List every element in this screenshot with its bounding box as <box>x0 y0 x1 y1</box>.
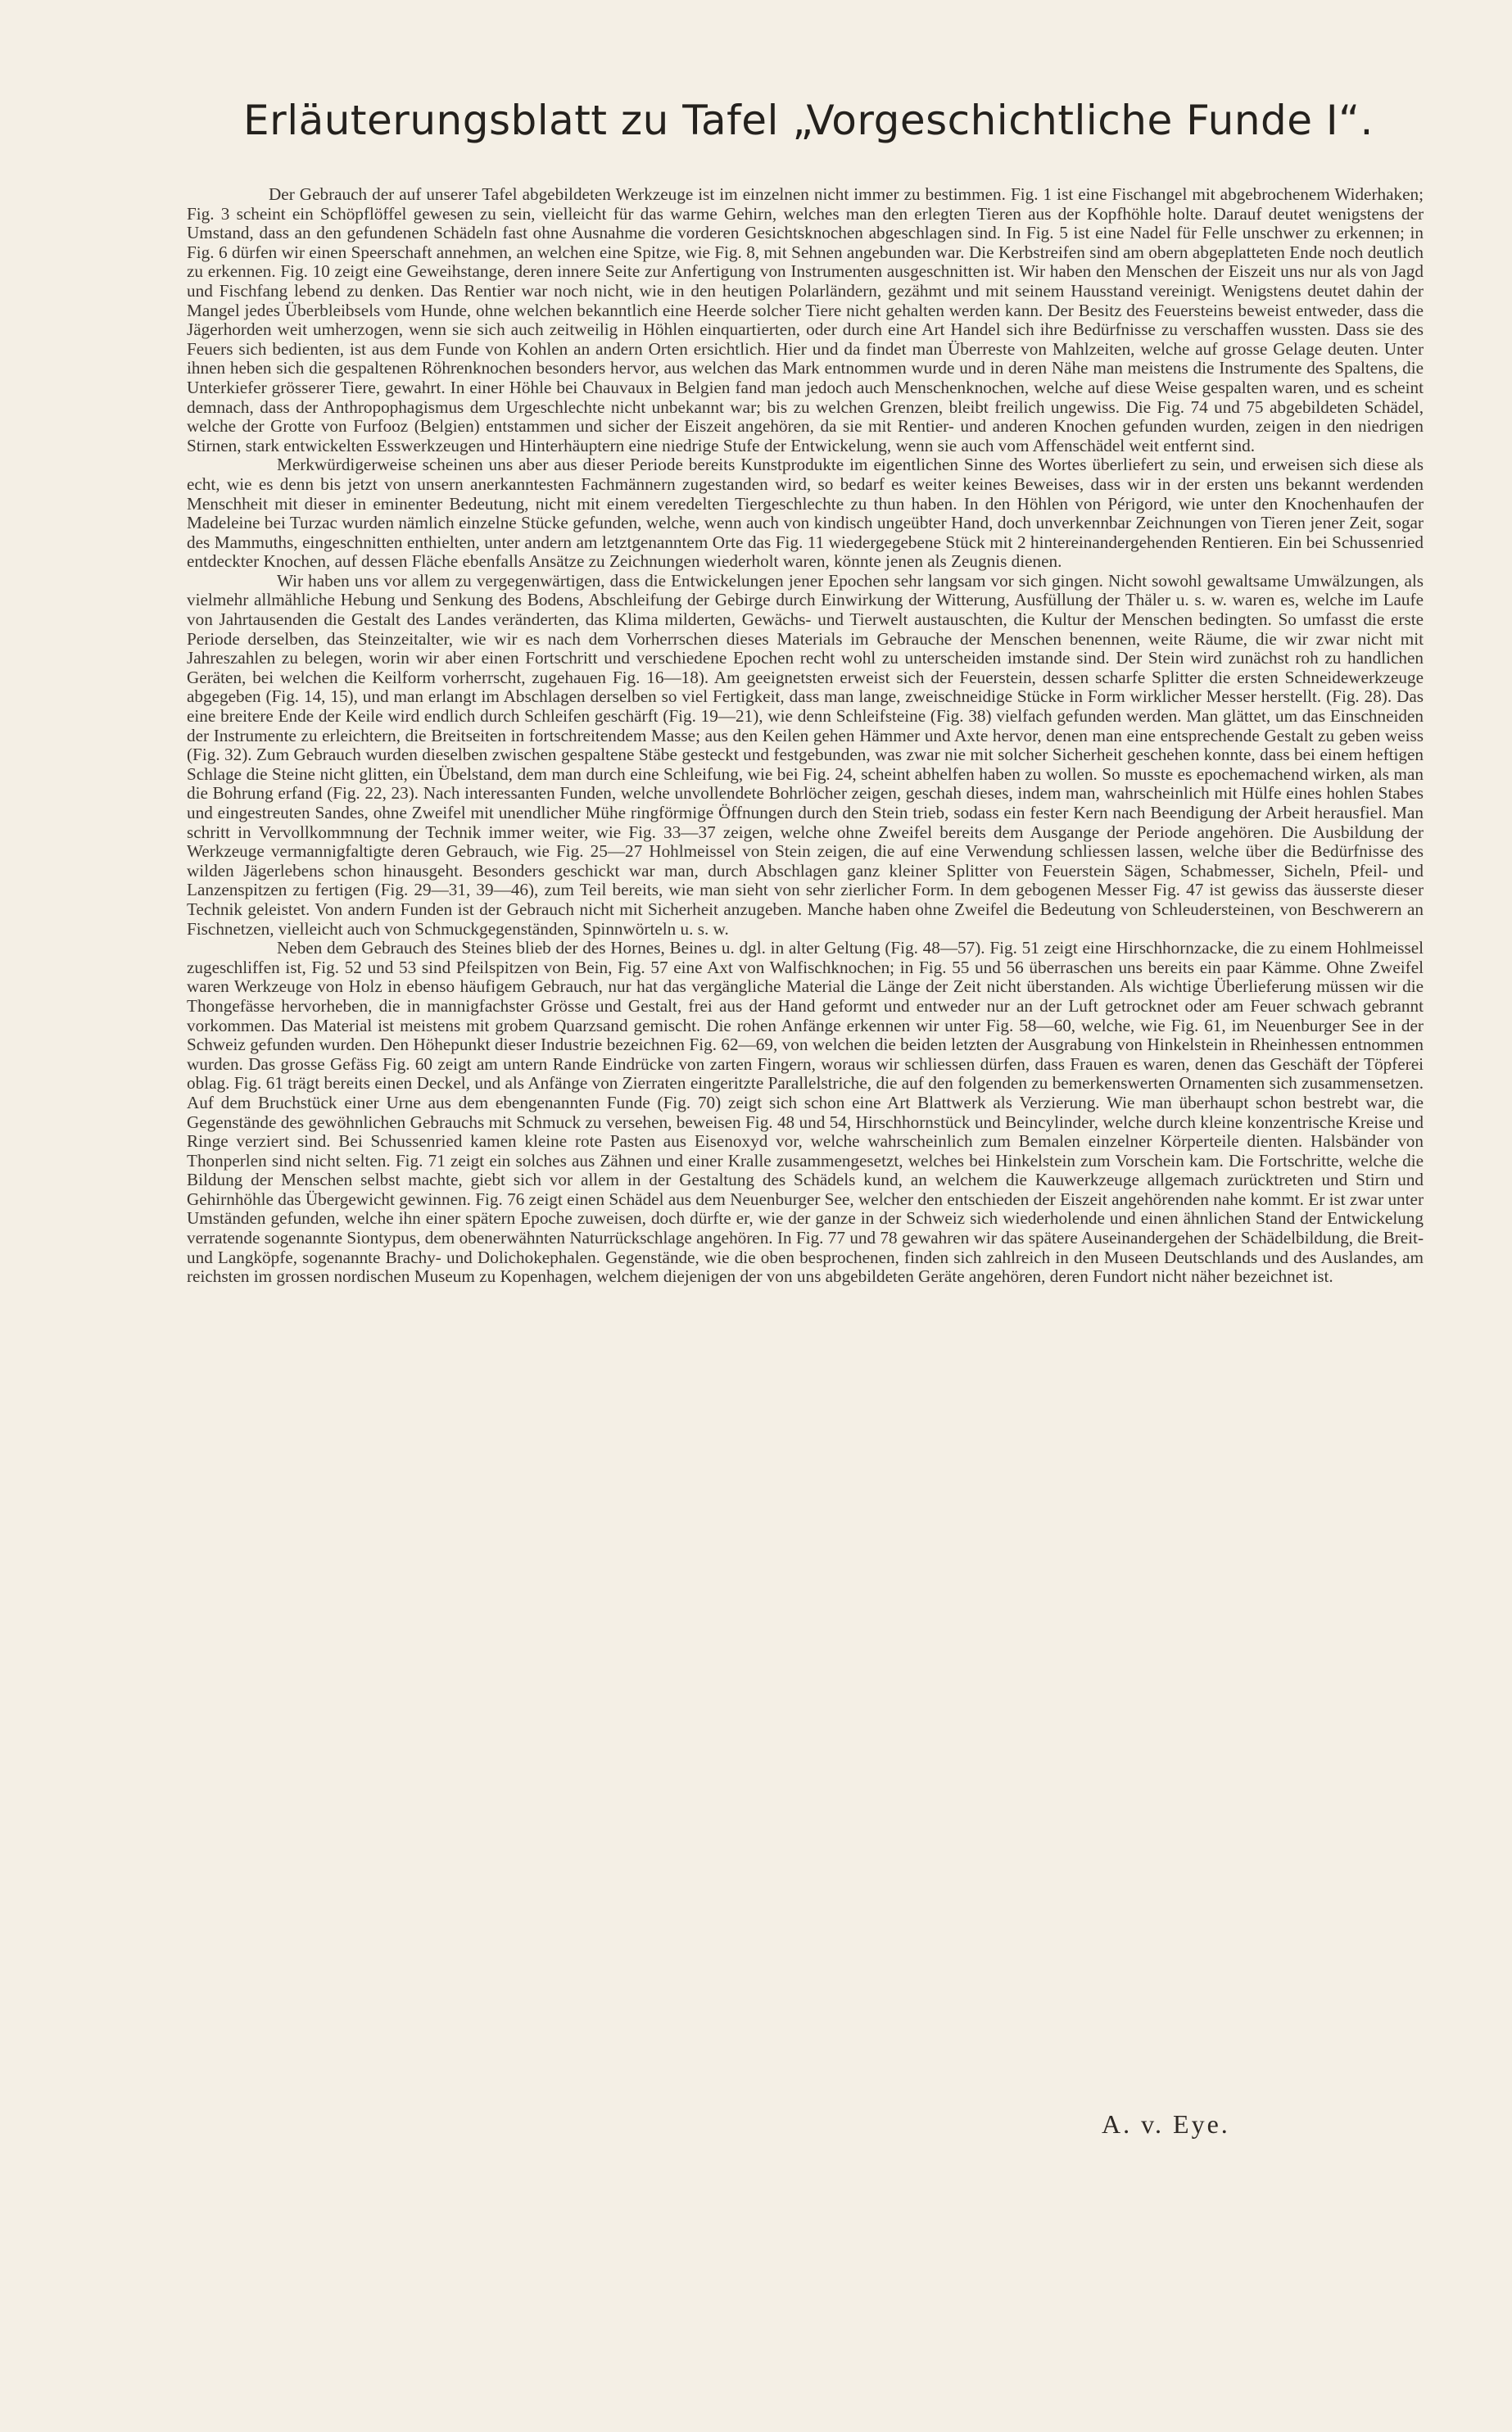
body-text <box>187 185 1424 1287</box>
paragraph-3: Wir haben uns vor allem zu vergegenwärtigen, dass die Entwickelungen jener Epochen sehr langsam vor sich gingen. Nicht sowohl gewaltsame Umwälzungen, als vielmehr allmähliche Hebung und Senkung des Bodens, Abschleifung der Gebirge durch Einwirkung der Witterung, Ausfüllung der Thäler u. s. w. waren es, welche im Laufe von Jahrtausenden die Gestalt des Landes veränderten, das Klima milderten, Gewächs- und Tierwelt austauschten, die Kultur der Menschen bedingten. So umfasst die erste Periode derselben, das Steinzeitalter, wie wir es nach dem Vorherrschen dieses Materials im Gebrauche der Menschen benennen, weite Räume, die wir zwar nicht mit Jahreszahlen zu belegen, worin wir aber einen Fortschritt und verschiedene Epochen recht wohl zu unterscheiden imstande sind. Der Stein wird zunächst roh zu handlichen Geräten, bei welchen die Keilform vorherrscht, zugehauen Fig. 16—18). Am geeignetsten erweist sich der Feuerstein, dessen scharfe Splitter die ersten Schneidewerkzeuge abgegeben (Fig. 14, 15), und man erlangt im Abschlagen derselben so viel Fertigkeit, dass man lange, zweischneidige Stücke in Form wirklicher Messer herstellt. (Fig. 28). Das eine breitere Ende der Keile wird endlich durch Schleifen geschärft (Fig. 19—21), wie denn Schleifsteine (Fig. 38) vielfach gefunden werden. Man glättet, um das Einschneiden der Instrumente zu erleichtern, die Breitseiten in fortschreitendem Masse; aus den Keilen gehen Hämmer und Axte hervor, denen man eine entsprechende Gestalt zu geben weiss (Fig. 32). Zum Gebrauch wurden dieselben zwischen gespaltene Stäbe gesteckt und festgebunden, was zwar nie mit solcher Sicherheit geschehen konnte, dass bei einem heftigen Schlage die Steine nicht glitten, ein Übelstand, dem man durch eine Schleifung, wie bei Fig. 24, scheint abhelfen haben zu wollen. So musste es epochemachend wirken, als man die Bohrung erfand (Fig. 22, 23). Nach interessanten Funden, welche unvollendete Bohrlöcher zeigen, geschah dieses, indem man, wahrscheinlich mit Hülfe eines hohlen Stabes und eingestreuten Sandes, ohne Zweifel mit unendlicher Mühe ringförmige Öffnungen durch den Stein trieb, sodass ein fester Kern nach Beendigung der Arbeit herausfiel. Man schritt in Vervollkommnung der Technik immer weiter, wie Fig. 33—37 zeigen, welche ohne Zweifel bereits dem Ausgange der Periode angehören. Die Ausbildung der Werkzeuge vermannigfaltigte deren Gebrauch, wie Fig. 25—27 Hohlmeissel von Stein zeigen, die auf eine Verwendung schliessen lassen, welche über die Bedürfnisse des wilden Jägerlebens schon hinausgeht. Besonders geschickt war man, durch Abschlagen ganz kleiner Splitter von Feuerstein Sägen, Schabmesser, Sicheln, Pfeil- und Lanzenspitzen zu fertigen (Fig. 29—31, 39—46), zum Teil bereits, wie man sieht von sehr zierlicher Form. In dem gebogenen Messer Fig. 47 ist gewiss das äusserste dieser Technik geleistet. Von andern Funden ist der Gebrauch nicht mit Sicherheit anzugeben. Manche haben ohne Zweifel die Bedeutung von Schleudersteinen, von Beschwerern an Fischnetzen, vielleicht auch von Schmuckgegenständen, Spinnwörteln u. s. w. <box>187 570 1424 939</box>
paragraph-4: Neben dem Gebrauch des Steines blieb der des Hornes, Beines u. dgl. in alter Geltung (Fig. 48—57). Fig. 51 zeigt eine Hirschhornzacke, die zu einem Hohlmeissel zugeschliffen ist, Fig. 52 und 53 sind Pfeilspitzen von Bein, Fig. 57 eine Axt von Walfischknochen; in Fig. 55 und 56 überraschen uns bereits ein paar Kämme. Ohne Zweifel waren Werkzeuge von Holz in ebenso häufigem Gebrauch, nur hat das vergängliche Material die Länge der Zeit nicht überstanden. Als wichtige Überlieferung müssen wir die Thongefässe hervorheben, die in mannigfachster Grösse und Gestalt, frei aus der Hand geformt und entweder nur an der Luft getrocknet oder am Feuer schwach gebrannt vorkommen. Das Material ist meistens mit grobem Quarzsand gemischt. Die rohen Anfänge erkennen wir unter Fig. 58—60, welche, wie Fig. 61, im Neuenburger See in der Schweiz gefunden wurden. Den Höhepunkt dieser Industrie bezeichnen Fig. 62—69, von welchen die beiden letzten der Ausgrabung von Hinkelstein in Rheinhessen entnommen wurden. Das grosse Gefäss Fig. 60 zeigt am untern Rande Eindrücke von zarten Fingern, woraus wir schliessen dürfen, dass Frauen es waren, denen das Geschäft der Töpferei oblag. Fig. 61 trägt bereits einen Deckel, und als Anfänge von Zierraten eingeritzte Parallelstriche, die auf den folgenden zu bemerkenswerten Ornamenten sich zusammensetzen. Auf dem Bruchstück einer Urne aus dem ebengenannten Funde (Fig. 70) zeigt sich schon eine Art Blattwerk als Verzierung. Wie man überhaupt schon bestrebt war, die Gegenstände des gewöhnlichen Gebrauchs mit Schmuck zu versehen, beweisen Fig. 48 und 54, Hirschhornstück und Beincylinder, welche durch kleine konzentrische Kreise und Ringe verziert sind. Bei Schussenried kamen kleine rote Pasten aus Eisenoxyd vor, welche wahrscheinlich zum Bemalen einzelner Körperteile dienten. Halsbänder von Thonperlen sind nicht selten. Fig. 71 zeigt ein solches aus Zähnen und einer Kralle zusammengesetzt, welches bei Hinkelstein zum Vorschein kam. Die Fortschritte, welche die Bildung der Menschen selbst machte, giebt sich vor allem in der Gestaltung des Schädels kund, an welchem die Kauwerkzeuge allgemach zurücktreten und Stirn und Gehirnhöhle das Übergewicht gewinnen. Fig. 76 zeigt einen Schädel aus dem Neuenburger See, welcher den entschieden der Eiszeit angehörenden nahe kommt. Er ist zwar unter Umständen gefunden, welche ihn einer spätern Epoche zuweisen, doch dürfte er, wie der ganze in der Schweiz sich wiederholende und einen ähnlichen Stand der Entwickelung verratende sogenannte Siontypus, dem obenerwähnten Naturrückschlage angehören. In Fig. 77 und 78 gewahren wir das spätere Auseinandergehen der Schädelbildung, die Breit- und Langköpfe, sogenannte Brachy- und Dolichokephalen. Gegenstände, wie die oben besprochenen, finden sich zahlreich in den Museen Deutschlands und des Auslandes, am reichsten im grossen nordischen Museum zu Kopenhagen, welchem diejenigen der von uns abgebildeten Geräte angehören, deren Fundort nicht näher bezeichnet ist. <box>187 938 1424 1287</box>
author-signature: A. v. Eye. <box>1102 2109 1230 2139</box>
page-title: Erläuterungsblatt zu Tafel „Vorgeschichtliche Funde I“. <box>243 97 1374 144</box>
paragraph-1: Der Gebrauch der auf unserer Tafel abgebildeten Werkzeuge ist im einzelnen nicht immer zu bestimmen. Fig. 1 ist eine Fischangel mit abgebrochenem Widerhaken; Fig. 3 scheint ein Schöpflöffel gewesen zu sein, vielleicht für das warme Gehirn, welches man den erlegten Tieren aus der Kopfhöhle holte. Darauf deutet wenigstens der Umstand, dass an den gefundenen Schädeln fast ohne Ausnahme die vorderen Gesichtsknochen abgeschlagen sind. In Fig. 5 ist eine Nadel für Felle unschwer zu erkennen; in Fig. 6 dürfen wir einen Speerschaft annehmen, an welchen eine Spitze, wie Fig. 8, mit Sehnen angebunden war. Die Kerbstreifen sind am obern abgeplatteten Ende noch deutlich zu erkennen. Fig. 10 zeigt eine Geweihstange, deren innere Seite zur Anfertigung von Instrumenten ausgeschnitten ist. Wir haben den Menschen der Eiszeit uns nur als von Jagd und Fischfang lebend zu denken. Das Rentier war noch nicht, wie in den heutigen Polarländern, gezähmt und mit seinem Hausstand vereinigt. Wenigstens deutet dahin der Mangel jedes Überbleibsels vom Hunde, ohne welchen bekanntlich eine Heerde solcher Tiere nicht gehalten werden kann. Der Besitz des Feuersteins beweist entweder, dass die Jägerhorden weit umherzogen, wenn sie sich auch zeitweilig in Höhlen einquartierten, oder durch eine Art Handel sich ihre Bedürfnisse zu verschaffen wussten. Dass sie des Feuers sich bedienten, ist aus dem Funde von Kohlen an andern Orten ersichtlich. Hier und da findet man Überreste von Mahlzeiten, welche auf grosse Gelage deuten. Unter ihnen heben sich die gespaltenen Röhrenknochen besonders hervor, aus welchen das Mark entnommen wurde und in deren Nähe man meistens die Instrumente des Spaltens, die Unterkiefer grösserer Tiere, gewahrt. In einer Höhle bei Chauvaux in Belgien fand man jedoch auch Menschenknochen, welche auf diese Weise gespalten waren, und es scheint demnach, dass der Anthropophagismus dem Urgeschlechte nicht unbekannt war; bis zu welchen Grenzen, bleibt freilich ungewiss. Die Fig. 74 und 75 abgebildeten Schädel, welche der Grotte von Furfooz (Belgien) entstammen und sicher der Eiszeit angehören, da sie mit Rentier- und anderen Knochen gefunden wurden, zeigen in den niedrigen Stirnen, stark entwickelten Esswerkzeugen und Hinterhäuptern eine niedrige Stufe der Entwickelung, wenn sie auch vom Affenschädel weit entfernt sind. <box>187 184 1424 455</box>
paragraph-2: Merkwürdigerweise scheinen uns aber aus dieser Periode bereits Kunstprodukte im eigentlichen Sinne des Wortes überliefert zu sein, und erweisen sich diese als echt, wie es denn bis jetzt von unsern anerkanntesten Fachmännern zugestanden wird, so bedarf es weiter keines Beweises, dass wir in der ersten uns bekannt werdenden Menschheit mit dieser in eminenter Bedeutung, nicht mit einem veredelten Tiergeschlechte zu thun haben. In den Höhlen von Périgord, wie unter den Knochenhaufen der Madeleine bei Turzac wurden nämlich einzelne Stücke gefunden, welche, wenn auch von kindisch ungeübter Hand, doch unverkennbar Zeichnungen von Tieren jener Zeit, sogar des Mammuths, eingeschnitten enthielten, unter andern am letztgenanntem Orte das Fig. 11 wiedergegebene Stück mit 2 hintereinandergehenden Rentieren. Ein bei Schussenried entdeckter Knochen, auf dessen Fläche ebenfalls Ansätze zu Zeichnungen wiederholt waren, könnte jenen als Zeugnis dienen. <box>187 455 1424 572</box>
